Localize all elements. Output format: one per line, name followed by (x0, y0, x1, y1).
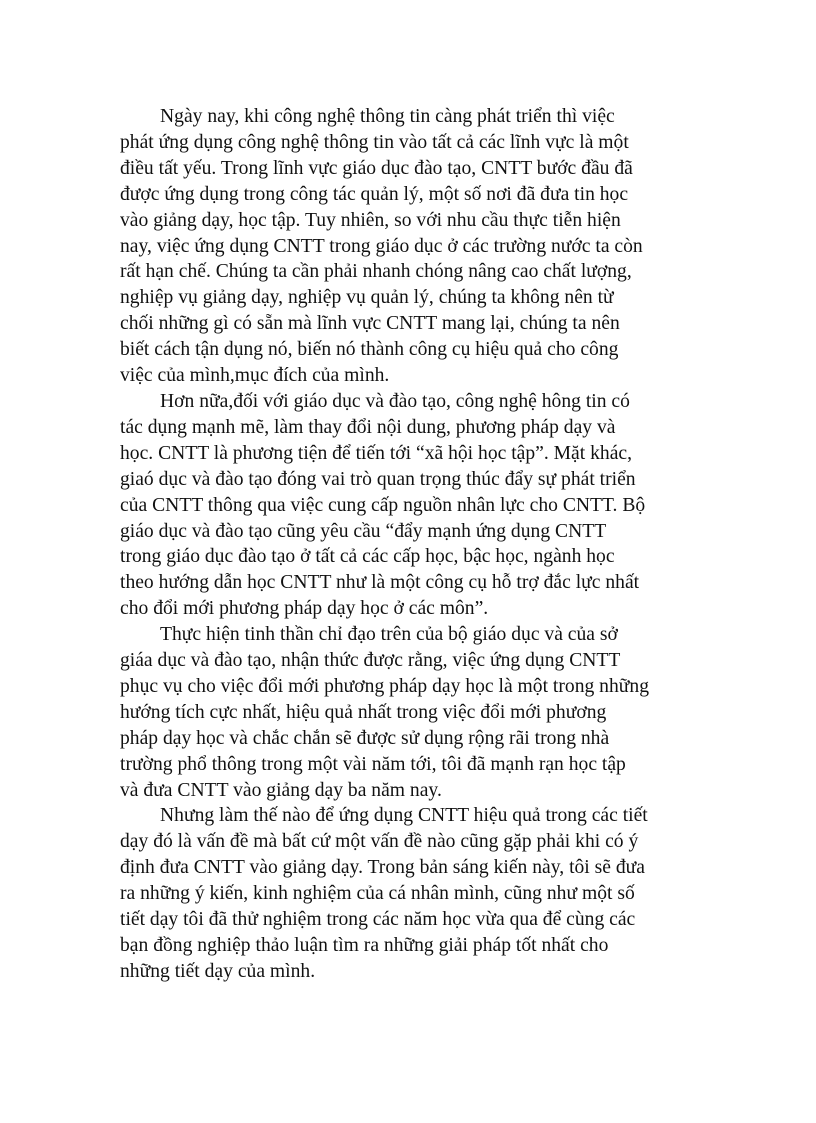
text-line: pháp dạy học và chắc chắn sẽ được sử dụng rộng rãi trong nhà (120, 727, 610, 749)
text-line: Thực hiện tinh thần chỉ đạo trên của bộ giáo dục và của sở (160, 624, 618, 646)
text-line: theo hướng dẫn học CNTT như là một công cụ hỗ trợ đắc lực nhất (120, 572, 640, 594)
text-line: dạy đó là vấn đề mà bất cứ một vấn đề nào cũng gặp phải khi có ý (120, 831, 639, 853)
text-line: ra những ý kiến, kinh nghiệm của cá nhân mình, cũng như một số (120, 883, 635, 905)
text-line: hướng tích cực nhất, hiệu quả nhất trong việc đổi mới phương (120, 701, 607, 723)
paragraph-2 (120, 389, 710, 622)
text-line: trường phổ thông trong một vài năm tới, tôi đã mạnh rạn học tập (120, 753, 626, 775)
document-body (120, 104, 710, 985)
text-line: biết cách tận dụng nó, biến nó thành công cụ hiệu quả cho công (120, 339, 619, 361)
text-line: điều tất yếu. Trong lĩnh vực giáo dục đào tạo, CNTT bước đầu đã (120, 157, 633, 179)
paragraph-3 (120, 622, 710, 803)
paragraph-1 (120, 104, 710, 389)
paragraph-4 (120, 803, 710, 984)
text-line: chối những gì có sẵn mà lĩnh vực CNTT mang lại, chúng ta nên (120, 313, 620, 335)
text-line: giaó dục và đào tạo đóng vai trò quan trọng thúc đẩy sự phát triển (120, 468, 636, 490)
text-line: nghiệp vụ giảng dạy, nghiệp vụ quản lý, chúng ta không nên từ (120, 287, 614, 309)
text-line: giáa dục và đào tạo, nhận thức được rằng, việc ứng dụng CNTT (120, 650, 621, 672)
text-line: bạn đồng nghiệp thảo luận tìm ra những giải pháp tốt nhất cho (120, 935, 609, 956)
text-line: phát ứng dụng công nghệ thông tin vào tất cả các lĩnh vực là một (120, 131, 629, 153)
text-line: học. CNTT là phương tiện để tiến tới “xã hội học tập”. Mặt khác, (120, 442, 632, 464)
text-line: tiết dạy tôi đã thử nghiệm trong các năm học vừa qua để cùng các (120, 909, 636, 931)
text-line: Ngày nay, khi công nghệ thông tin càng phát triển thì việc (160, 106, 615, 127)
text-line: tác dụng mạnh mẽ, làm thay đổi nội dung, phương pháp dạy và (120, 416, 616, 438)
text-line: Nhưng làm thế nào để ứng dụng CNTT hiệu quả trong các tiết (160, 805, 648, 827)
text-line: nay, việc ứng dụng CNTT trong giáo dục ở các trường nước ta còn (120, 235, 643, 257)
text-line: rất hạn chế. Chúng ta cần phải nhanh chóng nâng cao chất lượng, (120, 261, 632, 283)
text-line: và đưa CNTT vào giảng dạy ba năm nay. (120, 779, 442, 801)
text-line: Hơn nữa,đối với giáo dục và đào tạo, công nghệ hông tin có (160, 390, 630, 412)
text-line: giáo dục và đào tạo cũng yêu cầu “đẩy mạnh ứng dụng CNTT (120, 520, 607, 542)
text-line: trong giáo dục đào tạo ở tất cả các cấp học, bậc học, ngành học (120, 546, 615, 568)
text-line: phục vụ cho việc đổi mới phương pháp dạy học là một trong những (120, 675, 649, 697)
text-line: những tiết dạy của mình. (120, 960, 316, 982)
text-line: định đưa CNTT vào giảng dạy. Trong bản sáng kiến này, tôi sẽ đưa (120, 857, 645, 879)
text-line: của CNTT thông qua việc cung cấp nguồn nhân lực cho CNTT. Bộ (120, 494, 646, 516)
text-line: cho đổi mới phương pháp dạy học ở các môn”. (120, 598, 489, 620)
text-line: việc của mình,mục đích của mình. (120, 365, 390, 387)
text-line: được ứng dụng trong công tác quản lý, một số nơi đã đưa tin học (120, 183, 629, 205)
text-line: vào giảng dạy, học tập. Tuy nhiên, so với nhu cầu thực tiễn hiện (120, 209, 621, 231)
